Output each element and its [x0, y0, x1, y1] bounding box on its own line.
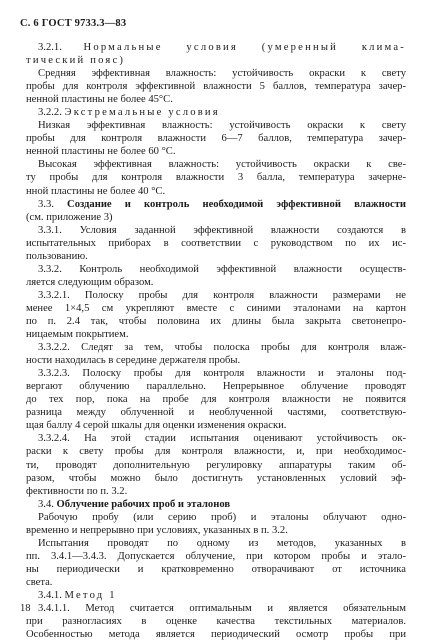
paragraph-line: 3.3.2.1. Полоску пробы для контроля влажности размерами не [38, 289, 406, 301]
section-title: Метод 1 [64, 589, 117, 601]
section-3-4-1-heading [26, 589, 406, 602]
section-number: 3.4. [38, 498, 54, 510]
paragraph-line: Низкая эффективная влажность: устойчивость окраски к свету [38, 120, 406, 132]
page-number: 18 [20, 603, 31, 614]
paragraph-line: пп. 3.4.1—3.4.3. Допускается облучение, при котором пробы и этало- [26, 550, 406, 562]
paragraph-line: щая баллу 4 серой шкалы для оценки изменения окраски. [26, 420, 287, 432]
section-number: 3.4.1. [38, 589, 62, 601]
paragraph-line: ненной пластины не более 60 °С. [26, 146, 176, 158]
paragraph-line: Средняя эффективная влажность: устойчивость окраски к свету [38, 68, 406, 80]
paragraph-line: ности находилась в середине держателя пробы. [26, 355, 241, 367]
section-3-2-1-heading-end: тический пояс) [26, 55, 126, 67]
paragraph-line: разница между облученной и необлученной частями, соответствую- [26, 407, 406, 419]
paragraph-line: ляется следующим образом. [26, 276, 154, 288]
section-title: Нормальные условия (умеренный клима- [83, 42, 406, 53]
section-title: Экстремальные условия [64, 107, 220, 119]
paragraph-line: 3.3.2.2. Следят за тем, чтобы полоска пробы для контроля влаж- [38, 342, 406, 354]
paragraph-line: ненной пластины не более 45°С. [26, 94, 173, 106]
paragraph-line: 3.3.2.3. Полоску пробы для контроля влажности и эталоны под- [38, 368, 406, 380]
section-3-3-note: (см. приложение 3) [26, 211, 113, 223]
paragraph-line: менее 1×4,5 см укрепляют вместе с синими эталонами на картон [26, 302, 406, 314]
paragraph-line: разом, чтобы можно было достигнуть установленных условий эф- [26, 472, 406, 484]
paragraph-line: до тех пор, пока на пробе для контроля влажности не появится [26, 394, 406, 406]
paragraph-line: фективности по п. 3.2. [26, 485, 128, 497]
page-body [26, 41, 406, 641]
paragraph-line: ницаемым покрытием. [26, 329, 129, 341]
section-number: 3.2.1. [38, 42, 62, 53]
section-3-2-2-heading [26, 106, 406, 119]
section-title: Создание и контроль необходимой эффективной влажности [67, 198, 406, 210]
paragraph-line: 3.3.1. Условия заданной эффективной влажности создаются в [38, 224, 406, 236]
paragraph-line: пробы для контроля эффективной влажности 5 баллов, температура зачер- [26, 81, 406, 93]
section-title: Облучение рабочих проб и эталонов [56, 498, 231, 510]
paragraph-line: Рабочую пробу (или серию проб) и эталоны облучают одно- [38, 511, 406, 523]
paragraph-line: ти, проводят дополнительную регулировку аппаратуры таким об- [26, 459, 406, 471]
paragraph-line: пробы для контроля влажности 6—7 баллов, температура зачер- [26, 133, 406, 145]
paragraph-line: нной пластины не более 40 °С. [26, 185, 166, 197]
section-number: 3.2.2. [38, 107, 62, 119]
paragraph-line: ны периодически и кратковременно отворачивают от источника [26, 563, 406, 575]
paragraph-line: раски к свету пробы для контроля влажности, и, при необходимос- [26, 446, 406, 458]
paragraph-line: по п. 2.4 так, чтобы половина их длины была закрыта светонепро- [26, 315, 406, 327]
paragraph-line: пользованию. [26, 250, 88, 262]
section-number: 3.3. [38, 198, 54, 210]
paragraph-line: ту пробы для контроля влажности 3 балла, температура зачерне- [26, 172, 406, 184]
paragraph-line: света. [26, 576, 53, 588]
paragraph-line: 3.3.2.4. На этой стадии испытания оценивают устойчивость ок- [38, 433, 406, 445]
section-3-4-heading [26, 498, 406, 511]
running-head: С. 6 ГОСТ 9733.3—83 [20, 18, 127, 29]
paragraph-line: испытательных приборах в соответствии с руководством по их ис- [26, 237, 406, 249]
section-3-3-heading [26, 198, 406, 211]
paragraph-line: Особенностью метода является периодический осмотр пробы при [26, 629, 406, 641]
paragraph-line: Высокая эффективная влажность: устойчивость окраски к све- [38, 159, 406, 171]
paragraph-line: Испытания проводят по одному из методов, указанных в [38, 537, 406, 549]
paragraph-line: при разногласиях в оценке качества текстильных материалов. [26, 616, 406, 628]
paragraph-line: 3.4.1.1. Метод считается оптимальным и является обязательным [38, 603, 406, 615]
paragraph-line: 3.3.2. Контроль необходимой эффективной влажности осуществ- [38, 263, 406, 275]
paragraph-line: вергают облучению параллельно. Непрерывное облучение проводят [26, 381, 406, 393]
paragraph-line: временно и непрерывно при условиях, указанных в п. 3.2. [26, 524, 288, 536]
section-3-2-1-heading [26, 41, 406, 54]
